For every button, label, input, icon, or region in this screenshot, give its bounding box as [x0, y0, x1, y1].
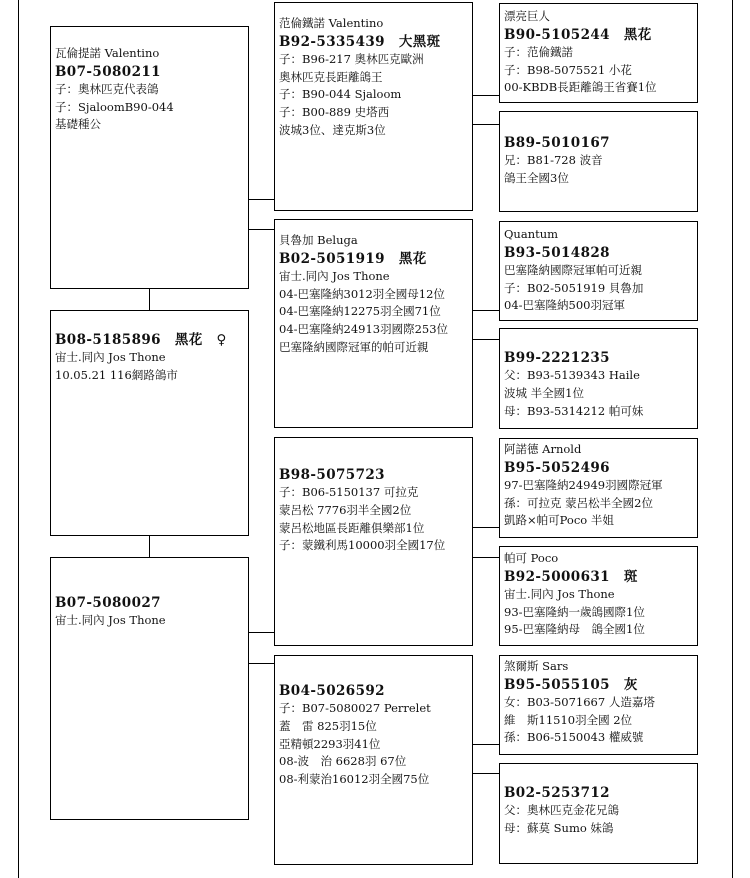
dds-box [499, 655, 698, 755]
sd-line: 04-巴塞隆納12275羽全國71位 [279, 304, 441, 319]
sds-line: 04-巴塞隆納500羽冠軍 [504, 298, 625, 313]
dam-sire-box [274, 437, 473, 646]
ds-line: 子：B06-5150137 可拉克 [279, 485, 419, 499]
dss-name: 阿諾德 Arnold [504, 442, 582, 456]
ss-line: 子：B00-889 史塔西 [279, 105, 390, 120]
sire-sire-box [274, 2, 473, 211]
ds-line: 蒙呂松地區長距離俱樂部1位 [279, 520, 425, 535]
dam-dam-box [274, 655, 473, 865]
sds-ring: B93-5014828 [504, 244, 610, 261]
sd-name: 貝魯加 Beluga [279, 233, 358, 247]
dsd-line: 93-巴塞隆納一歲鴿國際1位 [504, 604, 645, 619]
dss-ring: B95-5052496 [504, 459, 610, 476]
dds-name: 煞爾斯 Sars [504, 659, 569, 673]
dsd-name: 帕可 Poco [504, 551, 559, 565]
sdd-box [499, 328, 698, 429]
sds-name: Quantum [504, 227, 559, 241]
dds-line: 維 斯11510羽全國 2位 [504, 712, 633, 727]
sdd-line: 母：B93-5314212 帕可妹 [504, 403, 644, 418]
dss-line: 孫：可拉克 蒙呂松半全國2位 [504, 495, 653, 510]
ds-line: 子：蒙鐵利馬10000羽全國17位 [279, 538, 446, 553]
sss-name: 漂亮巨人 [504, 9, 550, 23]
dd-ring: B04-5026592 [279, 683, 385, 699]
sds-line: 子：B02-5051919 貝魯加 [504, 280, 644, 295]
sdd-line: 波城 半全國1位 [504, 385, 584, 400]
sss-line: 子：范倫鐵諾 [504, 44, 573, 59]
connector-line [473, 773, 499, 774]
dam-line: 宙士.同內 Jos Thone [55, 613, 166, 627]
subject-ring: B08-5185896 黑花 ♀ [55, 332, 227, 348]
sd-line: 04-巴塞隆納3012羽全國母12位 [279, 286, 445, 301]
dd-line: 08-利蒙治16012羽全國75位 [279, 772, 430, 787]
sd-ring: B02-5051919 黑花 [279, 250, 427, 267]
dss-line: 凱路×帕可Poco 半姐 [504, 513, 614, 528]
ssd-line: 鴿王全國3位 [504, 170, 569, 185]
dss-line: 97-巴塞隆納24949羽國際冠軍 [504, 477, 663, 492]
sds-line: 巴塞隆納國際冠軍帕可近親 [504, 262, 642, 277]
connector-line [473, 744, 499, 745]
subject-line: 10.05.21 116網路鴿市 [55, 367, 178, 382]
ssd-box [499, 111, 698, 212]
dds-line: 女：B03-5071667 人造嘉塔 [504, 694, 655, 709]
dd-line: 08-波 治 6628羽 67位 [279, 754, 407, 769]
ssd-ring: B89-5010167 [504, 135, 610, 151]
ddd-ring: B02-5253712 [504, 785, 610, 801]
sdd-line: 父：B93-5139343 Haile [504, 368, 640, 382]
dam-ring: B07-5080027 [55, 595, 161, 611]
sss-line: 00-KBDB長距離鴿王省賽1位 [504, 80, 657, 95]
sdd-ring: B99-2221235 [504, 350, 610, 366]
dd-line: 子：B07-5080027 Perrelet [279, 701, 431, 715]
ds-line: 蒙呂松 7776羽半全國2位 [279, 502, 412, 517]
connector-line [473, 557, 499, 558]
sd-line: 巴塞隆納國際冠軍的帕可近親 [279, 339, 429, 354]
connector-line [473, 95, 499, 96]
dd-line: 亞精頓2293羽41位 [279, 736, 381, 751]
connector-line [249, 632, 274, 633]
ssd-line: 兄：B81-728 波音 [504, 153, 603, 167]
ss-name: 范倫鐵諾 Valentino [279, 16, 384, 30]
connector-line [473, 339, 499, 340]
sd-line: 04-巴塞隆納24913羽國際253位 [279, 322, 449, 337]
ddd-box [499, 763, 698, 864]
sire-name: 瓦倫提諾 Valentino [55, 46, 160, 60]
sire-ring: B07-5080211 [55, 63, 161, 80]
ds-ring: B98-5075723 [279, 467, 385, 483]
sire-box [50, 26, 249, 289]
sire-dam-box [274, 219, 473, 428]
ss-line: 子：B90-044 Sjaloom [279, 87, 402, 102]
sd-line: 宙士.同內 Jos Thone [279, 268, 390, 283]
connector-line [473, 124, 499, 125]
dds-line: 孫：B06-5150043 權威號 [504, 730, 644, 745]
connector-line [249, 229, 274, 230]
sss-line: 子：B98-5075521 小花 [504, 62, 632, 77]
connector-line [249, 199, 274, 200]
connector-line [473, 310, 499, 311]
subject-box [50, 310, 249, 536]
dsd-line: 宙士.同內 Jos Thone [504, 586, 615, 601]
dsd-line: 95-巴塞隆納母 鴿全國1位 [504, 622, 645, 637]
subject-line: 宙士.同內 Jos Thone [55, 350, 166, 364]
ss-line: 奧林匹克長距離鴿王 [279, 69, 383, 84]
dss-box [499, 438, 698, 538]
connector-line [249, 663, 274, 664]
connector-line [149, 536, 150, 557]
dsd-box [499, 546, 698, 646]
sire-line: 子：奧林匹克代表鴿 [55, 81, 159, 96]
sire-line: 基礎種公 [55, 117, 101, 132]
ss-ring: B92-5335439 大黑斑 [279, 33, 441, 50]
sds-box [499, 221, 698, 321]
connector-line [473, 527, 499, 528]
ddd-line: 父：奧林匹克金花兄鴿 [504, 803, 619, 817]
sss-box [499, 3, 698, 103]
connector-line [149, 289, 150, 310]
sss-ring: B90-5105244 黑花 [504, 26, 652, 43]
dd-line: 蓋 雷 825羽15位 [279, 718, 377, 733]
ss-line: 波城3位、達克斯3位 [279, 122, 386, 137]
ddd-line: 母：蘇莫 Sumo 妹鴿 [504, 820, 614, 835]
sire-line: 子：SjaloomB90-044 [55, 99, 174, 114]
ss-line: 子：B96-217 奧林匹克歐洲 [279, 51, 424, 66]
dds-ring: B95-5055105 灰 [504, 676, 638, 693]
dsd-ring: B92-5000631 斑 [504, 568, 638, 585]
dam-box [50, 557, 249, 820]
